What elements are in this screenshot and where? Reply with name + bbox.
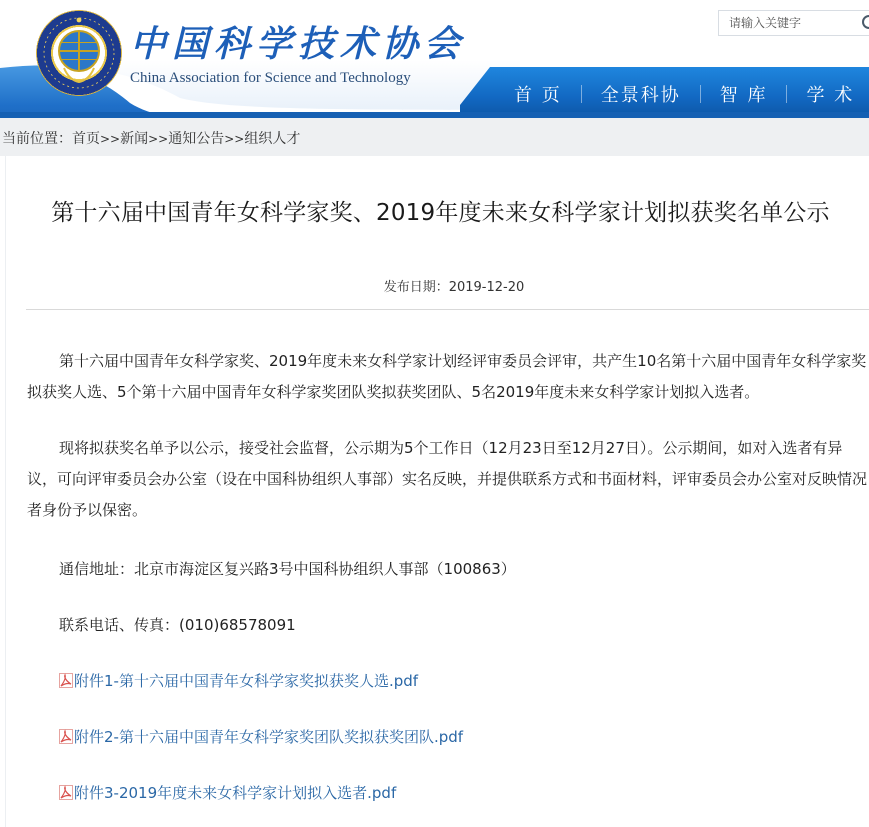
breadcrumb [2, 128, 300, 148]
attachment-label: 附件3-2019年度未来女科学家计划拟入选者.pdf [74, 784, 397, 802]
breadcrumb-prefix: 当前位置： [2, 131, 72, 147]
article-title: 第十六届中国青年女科学家奖、2019年度未来女科学家计划拟获奖名单公示 [51, 200, 830, 226]
attachment-label: 附件1-第十六届中国青年女科学家奖拟获奖人选.pdf [74, 672, 419, 690]
breadcrumb-separator: >> [100, 132, 121, 146]
org-name-en: China Association for Science and Technology [130, 70, 411, 86]
org-name-cn[interactable]: 中国科学技术协会 [130, 23, 467, 65]
cast-emblem-icon[interactable] [36, 10, 122, 96]
article-content [5, 156, 869, 827]
breadcrumb-talent[interactable]: 组织人才 [244, 131, 301, 147]
contact-phone: 联系电话、传真：(010)68578091 [59, 616, 296, 634]
article-paragraph: 现将拟获奖名单予以公示，接受社会监督，公示期为5个工作日（12月23日至12月27日）。公示期间，如对入选者有异议，可向评审委员会办公室（设在中国科协组织人事部）实名反映，并提供联系方式和书面材料，评审委员会办公室对反映情况者身份予以保密。 [27, 439, 868, 519]
nav-item-think-tank[interactable]: 智 库 [719, 85, 768, 106]
title-divider [26, 309, 869, 310]
pdf-icon [59, 729, 73, 744]
attachment-link-2[interactable] [59, 726, 463, 747]
search-input[interactable] [719, 11, 839, 35]
contact-address: 通信地址：北京市海淀区复兴路3号中国科协组织人事部（100863） [59, 560, 516, 578]
globe-icon [58, 30, 100, 72]
pdf-icon [59, 673, 73, 688]
publish-date-value: 2019-12-20 [448, 280, 525, 295]
breadcrumb-news[interactable]: 新闻 [120, 131, 149, 147]
search-box [718, 10, 869, 36]
breadcrumb-bar [0, 118, 869, 156]
breadcrumb-separator: >> [224, 132, 245, 146]
nav-item-overview[interactable]: 全景科协 [600, 85, 681, 106]
nav-item-academic[interactable]: 学 术 [806, 85, 855, 106]
pdf-icon [59, 785, 73, 800]
article-paragraph: 第十六届中国青年女科学家奖、2019年度未来女科学家计划经评审委员会评审，共产生10名第十六届中国青年女科学家奖拟获奖人选、5个第十六届中国青年女科学家奖团队奖拟获奖团队、5名2019年度未来女科学家计划拟入选者。 [27, 352, 867, 401]
publish-date-label: 发布日期： [383, 280, 449, 295]
site-header [0, 0, 869, 118]
attachment-label: 附件2-第十六届中国青年女科学家奖团队奖拟获奖团队.pdf [74, 728, 464, 746]
publish-date [6, 276, 869, 295]
attachment-link-1[interactable] [59, 670, 418, 691]
attachment-link-3[interactable] [59, 782, 396, 803]
main-nav [495, 72, 869, 116]
breadcrumb-home[interactable]: 首页 [72, 131, 100, 147]
search-icon[interactable] [862, 15, 869, 29]
breadcrumb-notices[interactable]: 通知公告 [168, 131, 225, 147]
breadcrumb-separator: >> [148, 132, 169, 146]
nav-item-home[interactable]: 首 页 [514, 85, 562, 106]
